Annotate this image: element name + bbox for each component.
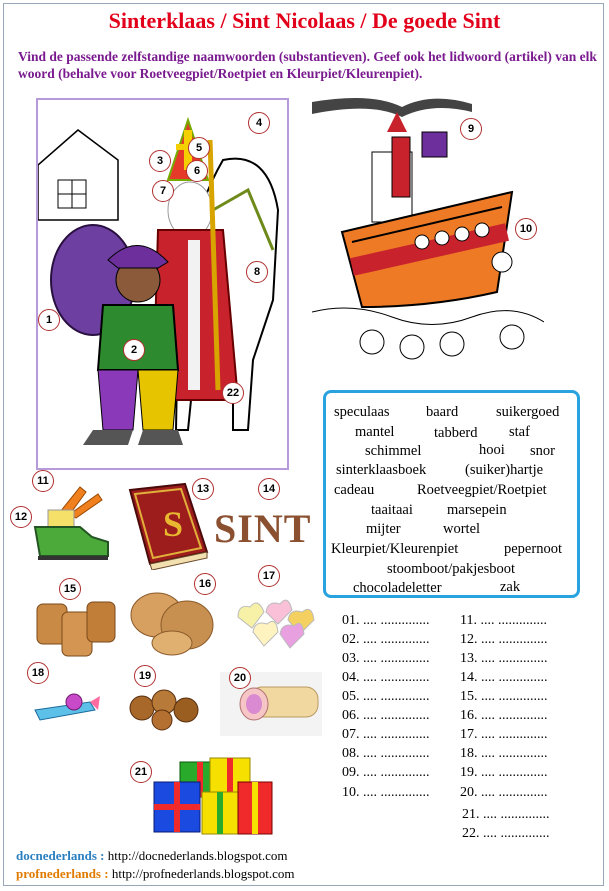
- answer-line: 07. .... ..............: [342, 727, 430, 742]
- word-item: stoomboot/pakjesboot: [387, 561, 516, 577]
- number-marker: 19: [134, 665, 156, 687]
- word-item: sinterklaasboek: [336, 462, 427, 478]
- instruction-text: Vind de passende zelfstandige naamwoorden (substantieven). Geef ook het lidwoord (artikel) van elk woord (behalve voor Roetveegpiet/Roetpiet en Kleurpiet/Kleurenpiet).: [18, 49, 597, 81]
- answer-line: 06. .... ..............: [342, 708, 430, 723]
- marzipan-candy-picture: [30, 680, 102, 732]
- shoe-with-carrots-picture: [30, 482, 112, 564]
- kruidnoten-picture: [122, 680, 214, 732]
- word-box: [323, 390, 580, 598]
- footer-label-2: profnederlands :: [16, 866, 109, 881]
- word-item: schimmel: [365, 443, 422, 459]
- answer-line: 02. .... ..............: [342, 632, 430, 647]
- number-marker: 18: [27, 662, 49, 684]
- number-marker: 10: [515, 218, 537, 240]
- number-marker: 14: [258, 478, 280, 500]
- pepernoot-cookies-picture: [127, 585, 217, 657]
- book-letter: S: [162, 504, 184, 544]
- answer-line: 09. .... ..............: [342, 765, 430, 780]
- word-item: staf: [509, 424, 530, 440]
- answer-line: 21. .... ..............: [462, 807, 550, 822]
- answer-line: 22. .... ..............: [462, 826, 550, 841]
- footer-line-1: [16, 848, 288, 864]
- number-marker: 9: [460, 118, 482, 140]
- number-marker: 11: [32, 470, 54, 492]
- answer-line: 14. .... ..............: [460, 670, 548, 685]
- footer-label-1: docnederlands :: [16, 848, 105, 863]
- word-item: Kleurpiet/Kleurenpiet: [331, 541, 459, 557]
- answer-line: 03. .... ..............: [342, 651, 430, 666]
- number-marker: 17: [258, 565, 280, 587]
- number-marker: 20: [229, 667, 251, 689]
- number-marker: 16: [194, 573, 216, 595]
- word-item: wortel: [443, 521, 481, 537]
- number-marker: 6: [186, 160, 208, 182]
- answer-line: 20. .... ..............: [460, 785, 548, 800]
- footer-link-2[interactable]: http://profnederlands.blogspot.com: [111, 866, 295, 881]
- footer-line-2: [16, 866, 295, 882]
- word-item: Roetveegpiet/Roetpiet: [417, 482, 547, 498]
- word-item: taaitaai: [371, 502, 413, 518]
- word-item: zak: [500, 579, 521, 595]
- answer-line: 10. .... ..............: [342, 785, 430, 800]
- word-item: pepernoot: [504, 541, 562, 557]
- answer-line: 15. .... ..............: [460, 689, 548, 704]
- answer-line: 13. .... ..............: [460, 651, 548, 666]
- answer-line: 05. .... ..............: [342, 689, 430, 704]
- number-marker: 15: [59, 578, 81, 600]
- word-item: baard: [426, 404, 459, 420]
- number-marker: 7: [152, 180, 174, 202]
- word-item: hooi: [479, 442, 505, 458]
- word-item: suikergoed: [496, 404, 560, 420]
- word-item: mantel: [355, 424, 395, 440]
- number-marker: 13: [192, 478, 214, 500]
- speculaas-picture: [32, 594, 120, 664]
- answer-line: 01. .... ..............: [342, 613, 430, 628]
- number-marker: 21: [130, 761, 152, 783]
- answer-line: 17. .... ..............: [460, 727, 548, 742]
- word-item: tabberd: [434, 425, 478, 441]
- number-marker: 12: [10, 506, 32, 528]
- word-item: cadeau: [334, 482, 375, 498]
- word-item: speculaas: [334, 404, 390, 420]
- number-marker: 4: [248, 112, 270, 134]
- word-item: mijter: [366, 521, 401, 537]
- footer-link-1[interactable]: http://docnederlands.blogspot.com: [107, 848, 288, 863]
- presents-picture: [150, 752, 275, 844]
- answer-line: 19. .... ..............: [460, 765, 548, 780]
- word-item: snor: [530, 443, 555, 459]
- sugar-hearts-picture: [228, 592, 323, 654]
- answer-line: 16. .... ..............: [460, 708, 548, 723]
- steamboat-illustration: [312, 92, 544, 367]
- number-marker: 3: [149, 150, 171, 172]
- number-marker: 22: [222, 382, 244, 404]
- answer-line: 18. .... ..............: [460, 746, 548, 761]
- chocolate-letters-sint: SINT: [214, 506, 312, 551]
- number-marker: 5: [188, 137, 210, 159]
- answer-line: 04. .... ..............: [342, 670, 430, 685]
- number-marker: 2: [123, 339, 145, 361]
- number-marker: 8: [246, 261, 268, 283]
- page-title: Sinterklaas / Sint Nicolaas / De goede Sint: [108, 8, 501, 33]
- word-item: chocoladeletter: [353, 580, 442, 596]
- answer-line: 08. .... ..............: [342, 746, 430, 761]
- number-marker: 1: [38, 309, 60, 331]
- answer-line: 11. .... ..............: [460, 613, 547, 628]
- word-item: (suiker)hartje: [465, 462, 544, 478]
- answer-line: 12. .... ..............: [460, 632, 548, 647]
- word-item: marsepein: [447, 502, 507, 518]
